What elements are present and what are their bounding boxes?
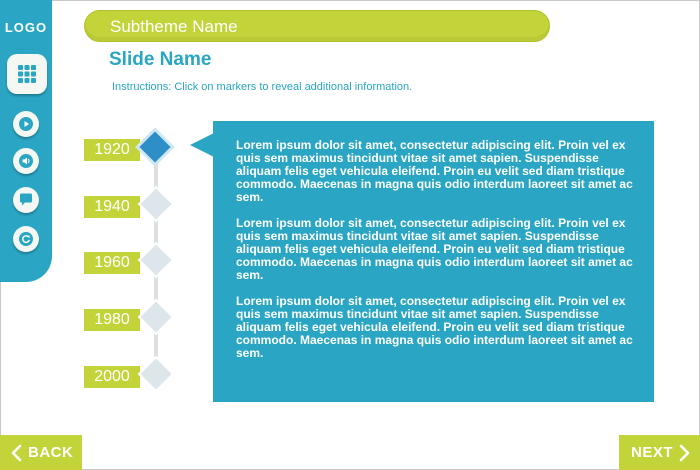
replay-button[interactable] [13, 226, 39, 252]
slide-title: Slide Name [109, 49, 212, 70]
audio-button[interactable] [13, 148, 39, 174]
chevron-right-icon [679, 444, 691, 462]
sidebar [0, 0, 52, 282]
back-button[interactable] [0, 435, 82, 470]
panel-paragraph: Lorem ipsum dolor sit amet, consectetur adipiscing elit. Proin vel ex quis sem maximus tincidunt vitae sit amet sapien. Suspendisse aliquam felis eget vehicula eleifend. Proin eu velit sed diam tristique commodo. Maecenas in magna quis odio interdum laoreet sit amet ac sem. [236, 294, 633, 360]
menu-grid-icon [18, 65, 36, 83]
next-button[interactable] [619, 435, 700, 470]
replay-icon [19, 232, 33, 246]
chat-button[interactable] [13, 187, 39, 213]
year-tag-1920[interactable]: 1920 [84, 139, 140, 161]
back-label: BACK [28, 444, 74, 461]
subtheme-title: Subtheme Name [110, 17, 238, 36]
menu-button[interactable] [7, 54, 47, 94]
chevron-left-icon [10, 444, 22, 462]
chat-icon [18, 193, 34, 207]
year-tag-1940[interactable]: 1940 [84, 196, 140, 218]
instructions-text: Instructions: Click on markers to reveal additional information. [112, 81, 413, 93]
info-panel [213, 121, 654, 402]
subtheme-bar [84, 10, 550, 42]
year-tag-1960[interactable]: 1960 [84, 252, 140, 274]
audio-icon [19, 154, 33, 168]
panel-paragraph: Lorem ipsum dolor sit amet, consectetur adipiscing elit. Proin vel ex quis sem maximus tincidunt vitae sit amet sapien. Suspendisse aliquam felis eget vehicula eleifend. Proin eu velit sed diam tristique commodo. Maecenas in magna quis odio interdum laoreet sit amet ac sem. [236, 138, 633, 204]
callout-pointer [190, 133, 214, 157]
panel-paragraph: Lorem ipsum dolor sit amet, consectetur adipiscing elit. Proin vel ex quis sem maximus tincidunt vitae sit amet sapien. Suspendisse aliquam felis eget vehicula eleifend. Proin eu velit sed diam tristique commodo. Maecenas in magna quis odio interdum laoreet sit amet ac sem. [236, 216, 633, 282]
logo: LOGO [4, 20, 48, 35]
play-icon [19, 117, 33, 131]
play-button[interactable] [13, 111, 39, 137]
year-tag-1980[interactable]: 1980 [84, 309, 140, 331]
next-label: NEXT [631, 444, 674, 461]
year-tag-2000[interactable]: 2000 [84, 366, 140, 388]
